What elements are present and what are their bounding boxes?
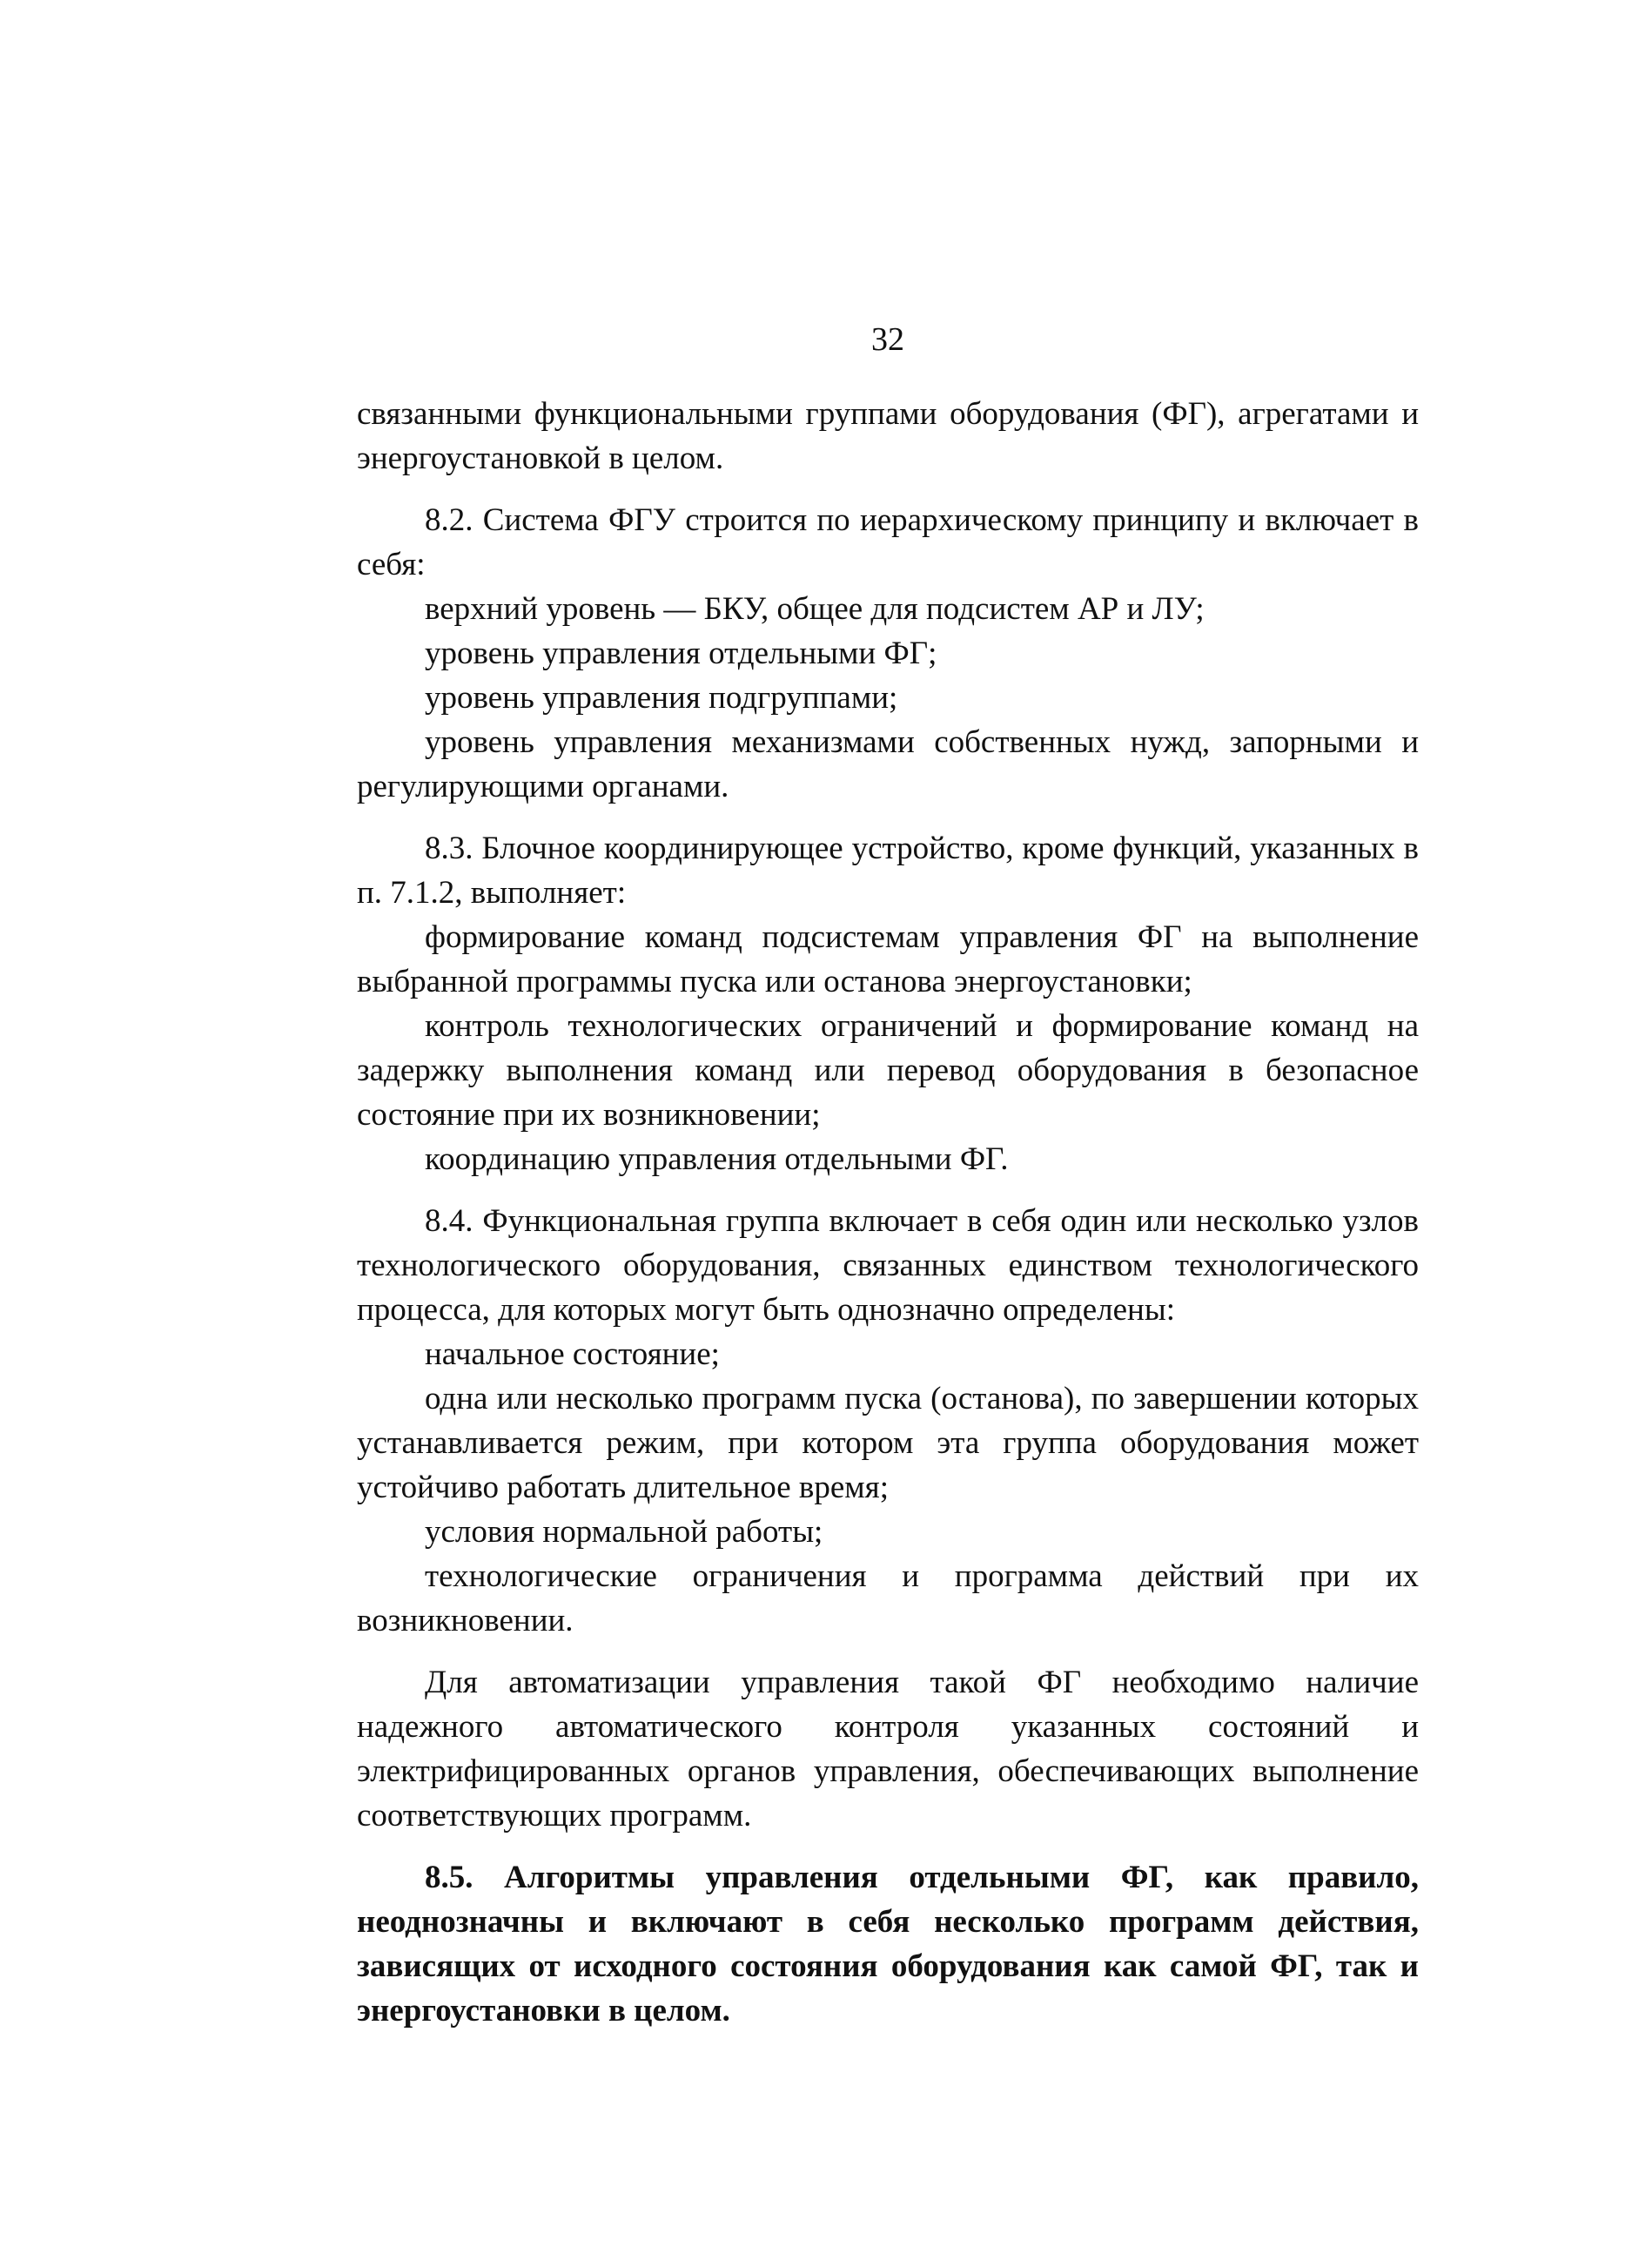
paragraph-8-2: 8.2. Система ФГУ строится по иерархическому принципу и включает в себя:: [357, 502, 1419, 582]
paragraph-continuation: связанными функциональными группами оборудования (ФГ), агрегатами и энергоустановкой в целом.: [357, 396, 1419, 476]
paragraph-automation: Для автоматизации управления такой ФГ необходимо наличие надежного автоматического контроля указанных состояний и электрифицированных органов управления, обеспечивающих выполнение соответствующих программ.: [357, 1665, 1419, 1833]
list-item-mechanism-level: уровень управления механизмами собственных нужд, запорными и регулирующими органами.: [357, 724, 1419, 804]
paragraph-8-5: 8.5. Алгоритмы управления отдельными ФГ, как правило, неоднозначны и включают в себя несколько программ действия, зависящих от исходного состояния оборудования как самой ФГ, так и энергоустановки в целом.: [357, 1860, 1419, 2029]
paragraph-8-4: 8.4. Функциональная группа включает в себя один или несколько узлов технологического оборудования, связанных единством технологического процесса, для которых могут быть однозначно определены:: [357, 1203, 1419, 1328]
list-item-coordination: координацию управления отдельными ФГ.: [425, 1141, 1009, 1177]
list-item-subgroup-level: уровень управления подгруппами;: [425, 680, 898, 716]
list-item-limits-control: контроль технологических ограничений и формирование команд на задержку выполнения команд или перевод оборудования в безопасное состояние при их возникновении;: [357, 1008, 1419, 1133]
list-item-programs: одна или несколько программ пуска (останова), по завершении которых устанавливается режим, при котором эта группа оборудования может устойчиво работать длительное время;: [357, 1381, 1419, 1505]
list-item-initial-state: начальное состояние;: [425, 1336, 720, 1372]
page-number: 32: [871, 321, 904, 358]
paragraph-8-3: 8.3. Блочное координирующее устройство, кроме функций, указанных в п. 7.1.2, выполняет:: [357, 831, 1419, 911]
document-page: [357, 313, 1419, 2033]
list-item-normal-conditions: условия нормальной работы;: [425, 1514, 823, 1550]
list-item-fg-level: уровень управления отдельными ФГ;: [425, 636, 937, 671]
list-item-command-formation: формирование команд подсистемам управления ФГ на выполнение выбранной программы пуска или останова энергоустановки;: [357, 919, 1419, 999]
list-item-limits-actions: технологические ограничения и программа действий при их возникновении.: [357, 1558, 1419, 1638]
list-item-top-level: верхний уровень — БКУ, общее для подсистем АР и ЛУ;: [425, 591, 1205, 627]
